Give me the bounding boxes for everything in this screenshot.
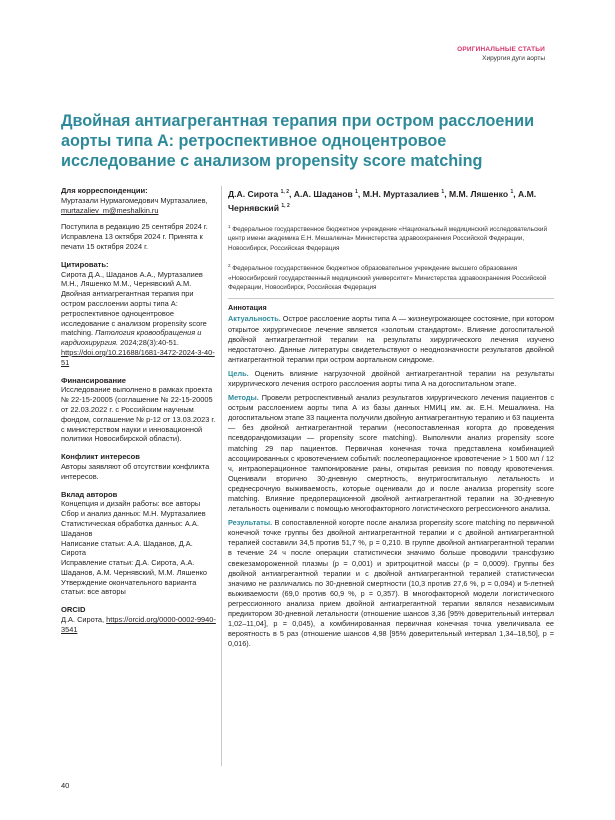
- correspondence-name: Муртазали Нурмагомедович Муртазалиев,: [61, 195, 208, 205]
- abstract-results: Результаты. В сопоставленной когорте после анализа propensity score matching по первичной конечной точке группы без двойной антиагрегантной терапии и с двойной антиагрегантной терапией составили 34,5 против 51,7 %, p = 0,210. В группе двойной антиагрегантной терапии в течение 24 ч после операции статистически значимо больше проводили трансфузию свежезамороженной плазмы (p = 0,001) и эритроцитной массы (p = 0,0009). Группы без двойной антиагрегантной терапии и с двойной антиагрегантной терапией статистически значимо не различались по 30-дневной смертности (10,3 против 27,6 %, p = 0,094) и 5-летней выживаемости (69,0 против 60,9 %, p = 0,357). В многофакторной модели логистического регрессионного анализа прием двойной антиагрегантной терапии являлся независимым предиктором 30-дневной летальности (отношение шансов 3,36 [95% доверительный интервал 1,02–11,04], p = 0,045), а комбинированная первичная конечная точка увеличивала ее вероятность в 5 раз (отношение шансов 4,98 [95% доверительный интервал 1,34–18,50], p = 0,016).: [228, 518, 554, 649]
- orcid-heading: ORCID: [61, 605, 86, 615]
- column-divider: [221, 186, 222, 766]
- abstract-relevance: Актуальность. Острое расслоение аорты типа А — жизнеугрожающее состояние, при котором открытое хирургическое лечение является «золотым стандартом». Влияние догоспитальной двойной антиагрегантной терапии на результаты хирургического лечения изучено недостаточно. Данные литературы свидетельствуют о неоднозначности результатов двойной антиагрегантной терапии при остром аортальном синдроме.: [228, 314, 555, 364]
- contrib-line: Написание статьи: А.А. Шаданов, Д.А. Сирота: [61, 538, 193, 558]
- author: Д.А. Сирота $^{1, 2}$,: [228, 188, 292, 199]
- contrib-heading: Вклад авторов: [61, 489, 118, 499]
- subsection-label: Хирургия дуги аорты: [482, 55, 545, 62]
- running-header: [457, 46, 545, 62]
- main-column: [228, 186, 554, 653]
- section-label: ОРИГИНАЛЬНЫЕ СТАТЬИ: [457, 46, 545, 53]
- abstract-methods: Методы. Провели ретроспективный анализ результатов хирургического лечения пациентов с острым расслоением аорты типа А из базы данных НМИЦ им. ак. Е.Н. Мешалкина. На догоспитальном этапе 33 пациента получили двойную антиагрегантную терапию и 63 пациента — без двойной антиагрегантной терапии (несопоставленная когорта до проведения псевдорандомизации — propensity score matching). Выполнили анализ propensity score matching 29 пар пациентов. Первичная конечная точка представлена комбинацией ассоциированных с кровотечением событий: послеоперационное кровотечение > 1 500 мл / 12 ч, интраоперационное тампонирование раны, открытая ревизия по поводу кровотечения. Оценивали вторично 30-дневную смертность, внутригоспитальную летальность и среднесрочную выживаемость, которые оценивали до и после анализа propensity score matching. Влияние предоперационной двойной антиагрегантной терапии на 30-дневную летальность оценивали с помощью многофакторного логистического регрессионного анализа.: [228, 393, 554, 514]
- funding-text: Исследование выполнено в рамках проекта № 22-15-20005 (соглашение № 22-15-20005 от 22.03.2022 г. с Российским научным фондом, соглашение № р-12 от 13.03.2023 г. с министерством науки и инновационной политики Новосибирской области).: [61, 385, 216, 444]
- page-number: 40: [61, 781, 70, 790]
- author: М.Н. Муртазалиев $^1$,: [362, 188, 447, 199]
- cite-doi-link[interactable]: https://doi.org/10.21688/1681-3472-2024-3-40-51: [61, 347, 215, 367]
- cite-text: Сирота Д.А., Шаданов А.А., Муртазалиев М.Н., Ляшенко М.М., Чернявский А.М. Двойная антиагрегантная терапия при остром расслоении аорты типа А: ретроспективное одноцентровое исследование с анализом propensity score matching. Патология кровообращения и кардиохирургия. 2024;28(3):40-51. https://doi.org/10.21688/1681-3472-2024-3-40-51: [61, 269, 215, 367]
- cite-journal: Патология кровообращения и кардиохирургия.: [61, 328, 202, 348]
- abstract-aim: Цель. Оценить влияние нагрузочной двойной антиагрегантной терапии на результаты хирургического лечения острого расслоения аорты типа А на догоспитальном этапе.: [228, 368, 554, 388]
- divider: [228, 298, 554, 299]
- author: М.М. Ляшенко $^1$,: [448, 188, 516, 199]
- affiliation: $^2$ Федеральное государственное бюджетное образовательное учреждение высшего образования «Новосибирский государственный медицинский университет» Министерства здравоохранения Российской Федерации, Новосибирск, Российская Федерация: [228, 263, 547, 291]
- contrib-line: Утверждение окончательного варианта статьи: все авторы: [61, 577, 197, 597]
- cite-tail: 2024;28(3):40-51.: [120, 338, 179, 348]
- contrib-line: Концепция и дизайн работы: все авторы: [61, 499, 201, 509]
- contrib-line: Статистическая обработка данных: А.А. Шаданов: [61, 518, 199, 538]
- author-list: [228, 186, 554, 214]
- author: А.М. Чернявский $^{1, 2}$: [228, 188, 537, 213]
- cite-heading: Цитировать:: [61, 259, 109, 269]
- correspondence-heading: Для корреспонденции:: [61, 186, 148, 195]
- orcid-link[interactable]: https://orcid.org/0000-0002-9940-3541: [61, 615, 216, 634]
- affiliation: $^1$ Федеральное государственное бюджетное учреждение «Национальный медицинский исследовательский центр имени академика Е.Н. Мешалкина» Министерства здравоохранения Российской Федерации, Новосибирск, Российская Федерация: [228, 223, 548, 252]
- conflict-text: Авторы заявляют об отсутствии конфликта интересов.: [61, 461, 210, 481]
- received-dates: Поступила в редакцию 25 сентября 2024 г. Исправлена 13 октября 2024 г. Принята к печати 15 октября 2024 г.: [61, 222, 208, 251]
- funding-heading: Финансирование: [61, 375, 126, 385]
- contrib-line: Исправление статьи: Д.А. Сирота, А.А. Шаданов, А.М. Чернявский, М.М. Ляшенко: [61, 558, 208, 577]
- orcid-text: Д.А. Сирота, https://orcid.org/0000-0002-9940-3541: [61, 615, 216, 634]
- article-title: Двойная антиагрегантная терапия при остром расслоении аорты типа А: ретроспективное одноцентровое исследование с анализом propensity score matching: [61, 112, 535, 170]
- author: А.А. Шаданов $^1$,: [293, 188, 361, 199]
- conflict-heading: Конфликт интересов: [61, 452, 140, 462]
- correspondence-email[interactable]: murtazaliev_m@meshalkin.ru: [61, 205, 159, 215]
- contrib-line: Сбор и анализ данных: М.Н. Муртазалиев: [61, 509, 206, 519]
- abstract-heading: Аннотация: [228, 303, 267, 313]
- sidebar: [61, 186, 216, 635]
